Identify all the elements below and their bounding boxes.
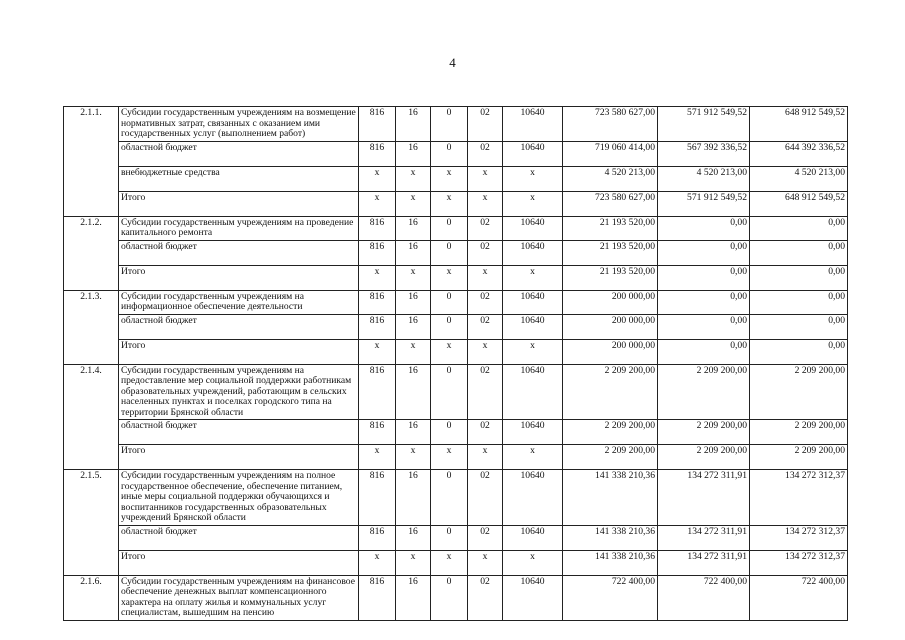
cell-value: 16 [396, 420, 431, 445]
cell-value: 02 [468, 107, 503, 142]
cell-value: 02 [468, 216, 503, 240]
cell-value: 10640 [503, 107, 563, 142]
cell-value: x [503, 265, 563, 290]
row-label: Итого [119, 265, 359, 290]
cell-value: 0,00 [658, 314, 750, 339]
cell-value: 10640 [503, 314, 563, 339]
cell-value: x [431, 166, 468, 191]
funding-source-row [64, 141, 848, 166]
cell-value: 816 [359, 141, 396, 166]
cell-value: 02 [468, 240, 503, 265]
cell-value: x [359, 445, 396, 470]
cell-value: 722 400,00 [563, 575, 658, 620]
cell-value: 10640 [503, 141, 563, 166]
section-code: 2.1.6. [64, 575, 119, 620]
row-label: Итого [119, 550, 359, 575]
cell-value: 10640 [503, 216, 563, 240]
cell-value: 0,00 [750, 240, 848, 265]
section-title: Субсидии государственным учреждениям на финансовое обеспечение денежных выплат компенсационного характера на оплату жилья и коммунальных услуг специалистам, вышедшим на пенсию [119, 575, 359, 620]
table-body [64, 107, 848, 621]
cell-value: 141 338 210,36 [563, 525, 658, 550]
section-title: Субсидии государственным учреждениям на информационное обеспечение деятельности [119, 290, 359, 314]
section-title: Субсидии государственным учреждениям на предоставление мер социальной поддержки работникам образовательных учреждений, работающим в сельских населенных пунктах и поселках городского типа на территории Брянской области [119, 364, 359, 420]
section-title: Субсидии государственным учреждениям на возмещение нормативных затрат, связанных с оказанием ими государственных услуг (выполнением работ) [119, 107, 359, 142]
section-header-row [64, 216, 848, 240]
cell-value: 10640 [503, 364, 563, 420]
section-header-row [64, 575, 848, 620]
cell-value: 134 272 311,91 [658, 470, 750, 526]
cell-value: 0 [431, 525, 468, 550]
cell-value: x [431, 445, 468, 470]
cell-value: 0 [431, 575, 468, 620]
section-code: 2.1.3. [64, 290, 119, 364]
section-code: 2.1.5. [64, 470, 119, 576]
cell-value: 10640 [503, 240, 563, 265]
cell-value: 816 [359, 470, 396, 526]
section-title: Субсидии государственным учреждениям на проведение капитального ремонта [119, 216, 359, 240]
cell-value: 16 [396, 141, 431, 166]
cell-value: 816 [359, 364, 396, 420]
section-title: Субсидии государственным учреждениям на полное государственное обеспечение, обеспечение питанием, иные меры социальной поддержки обучающихся и воспитанников государственных образовательных учреждений Брянской области [119, 470, 359, 526]
cell-value: x [431, 339, 468, 364]
section-code: 2.1.2. [64, 216, 119, 290]
cell-value: 2 209 200,00 [658, 420, 750, 445]
cell-value: 4 520 213,00 [750, 166, 848, 191]
cell-value: 16 [396, 575, 431, 620]
section-header-row [64, 107, 848, 142]
row-label: Итого [119, 191, 359, 216]
cell-value: 0 [431, 290, 468, 314]
cell-value: 2 209 200,00 [658, 364, 750, 420]
cell-value: 134 272 312,37 [750, 470, 848, 526]
cell-value: 10640 [503, 290, 563, 314]
section-header-row [64, 364, 848, 420]
cell-value: 134 272 312,37 [750, 525, 848, 550]
cell-value: 200 000,00 [563, 314, 658, 339]
cell-value: 2 209 200,00 [563, 420, 658, 445]
cell-value: 134 272 312,37 [750, 550, 848, 575]
cell-value: 816 [359, 420, 396, 445]
total-row [64, 191, 848, 216]
cell-value: 0,00 [750, 314, 848, 339]
cell-value: 10640 [503, 470, 563, 526]
cell-value: x [396, 191, 431, 216]
row-label: Итого [119, 445, 359, 470]
cell-value: 16 [396, 364, 431, 420]
cell-value: 0 [431, 314, 468, 339]
total-row [64, 339, 848, 364]
section-header-row [64, 470, 848, 526]
cell-value: 200 000,00 [563, 290, 658, 314]
cell-value: x [396, 445, 431, 470]
cell-value: 0,00 [750, 216, 848, 240]
cell-value: 2 209 200,00 [750, 420, 848, 445]
cell-value: 02 [468, 141, 503, 166]
section-header-row [64, 290, 848, 314]
cell-value: 02 [468, 525, 503, 550]
cell-value: x [431, 550, 468, 575]
cell-value: 644 392 336,52 [750, 141, 848, 166]
cell-value: 2 209 200,00 [563, 445, 658, 470]
page-number: 4 [449, 55, 456, 70]
cell-value: 0 [431, 240, 468, 265]
cell-value: 200 000,00 [563, 339, 658, 364]
cell-value: 816 [359, 575, 396, 620]
cell-value: 21 193 520,00 [563, 216, 658, 240]
cell-value: x [359, 265, 396, 290]
cell-value: x [468, 166, 503, 191]
row-label: областной бюджет [119, 420, 359, 445]
cell-value: 723 580 627,00 [563, 107, 658, 142]
cell-value: x [431, 191, 468, 216]
cell-value: x [359, 191, 396, 216]
cell-value: 571 912 549,52 [658, 107, 750, 142]
cell-value: x [359, 339, 396, 364]
funding-source-row [64, 525, 848, 550]
cell-value: x [503, 445, 563, 470]
cell-value: 0 [431, 141, 468, 166]
cell-value: 648 912 549,52 [750, 107, 848, 142]
cell-value: 571 912 549,52 [658, 191, 750, 216]
cell-value: x [396, 166, 431, 191]
cell-value: 719 060 414,00 [563, 141, 658, 166]
funding-source-row [64, 420, 848, 445]
cell-value: 816 [359, 216, 396, 240]
cell-value: 16 [396, 470, 431, 526]
funding-source-row [64, 314, 848, 339]
cell-value: 0 [431, 470, 468, 526]
cell-value: 816 [359, 107, 396, 142]
cell-value: 16 [396, 216, 431, 240]
section-code: 2.1.1. [64, 107, 119, 217]
cell-value: 02 [468, 314, 503, 339]
cell-value: x [359, 166, 396, 191]
cell-value: x [468, 445, 503, 470]
cell-value: 02 [468, 290, 503, 314]
cell-value: 0,00 [750, 339, 848, 364]
cell-value: 0,00 [658, 290, 750, 314]
cell-value: 0,00 [658, 240, 750, 265]
cell-value: x [503, 166, 563, 191]
row-label: Итого [119, 339, 359, 364]
cell-value: 02 [468, 364, 503, 420]
funding-source-row [64, 240, 848, 265]
cell-value: 02 [468, 575, 503, 620]
row-label: областной бюджет [119, 314, 359, 339]
cell-value: x [468, 339, 503, 364]
cell-value: 02 [468, 420, 503, 445]
cell-value: 16 [396, 107, 431, 142]
cell-value: 02 [468, 470, 503, 526]
cell-value: 141 338 210,36 [563, 550, 658, 575]
cell-value: x [431, 265, 468, 290]
cell-value: 10640 [503, 525, 563, 550]
cell-value: 21 193 520,00 [563, 240, 658, 265]
cell-value: 816 [359, 525, 396, 550]
cell-value: 0 [431, 107, 468, 142]
cell-value: 2 209 200,00 [750, 445, 848, 470]
cell-value: 0,00 [658, 339, 750, 364]
cell-value: x [396, 550, 431, 575]
cell-value: x [503, 191, 563, 216]
cell-value: 0 [431, 420, 468, 445]
total-row [64, 550, 848, 575]
cell-value: 141 338 210,36 [563, 470, 658, 526]
cell-value: 0 [431, 364, 468, 420]
cell-value: 648 912 549,52 [750, 191, 848, 216]
cell-value: 10640 [503, 420, 563, 445]
cell-value: 0,00 [750, 290, 848, 314]
row-label: внебюджетные средства [119, 166, 359, 191]
total-row [64, 265, 848, 290]
cell-value: 2 209 200,00 [750, 364, 848, 420]
cell-value: 16 [396, 240, 431, 265]
cell-value: x [468, 550, 503, 575]
section-code: 2.1.4. [64, 364, 119, 470]
cell-value: 4 520 213,00 [658, 166, 750, 191]
row-label: областной бюджет [119, 240, 359, 265]
cell-value: x [396, 339, 431, 364]
cell-value: 0,00 [658, 216, 750, 240]
budget-table [63, 106, 848, 621]
cell-value: 2 209 200,00 [563, 364, 658, 420]
cell-value: 722 400,00 [750, 575, 848, 620]
cell-value: x [396, 265, 431, 290]
cell-value: 816 [359, 240, 396, 265]
cell-value: 816 [359, 290, 396, 314]
cell-value: 10640 [503, 575, 563, 620]
cell-value: 0,00 [750, 265, 848, 290]
cell-value: 16 [396, 314, 431, 339]
cell-value: 2 209 200,00 [658, 445, 750, 470]
cell-value: x [359, 550, 396, 575]
cell-value: 567 392 336,52 [658, 141, 750, 166]
total-row [64, 445, 848, 470]
cell-value: x [503, 339, 563, 364]
funding-source-row [64, 166, 848, 191]
cell-value: 16 [396, 525, 431, 550]
cell-value: 21 193 520,00 [563, 265, 658, 290]
cell-value: 722 400,00 [658, 575, 750, 620]
cell-value: x [468, 191, 503, 216]
cell-value: 134 272 311,91 [658, 550, 750, 575]
row-label: областной бюджет [119, 141, 359, 166]
cell-value: 134 272 311,91 [658, 525, 750, 550]
cell-value: 0 [431, 216, 468, 240]
cell-value: 816 [359, 314, 396, 339]
cell-value: 0,00 [658, 265, 750, 290]
cell-value: 4 520 213,00 [563, 166, 658, 191]
cell-value: x [468, 265, 503, 290]
row-label: областной бюджет [119, 525, 359, 550]
cell-value: 723 580 627,00 [563, 191, 658, 216]
cell-value: 16 [396, 290, 431, 314]
cell-value: x [503, 550, 563, 575]
